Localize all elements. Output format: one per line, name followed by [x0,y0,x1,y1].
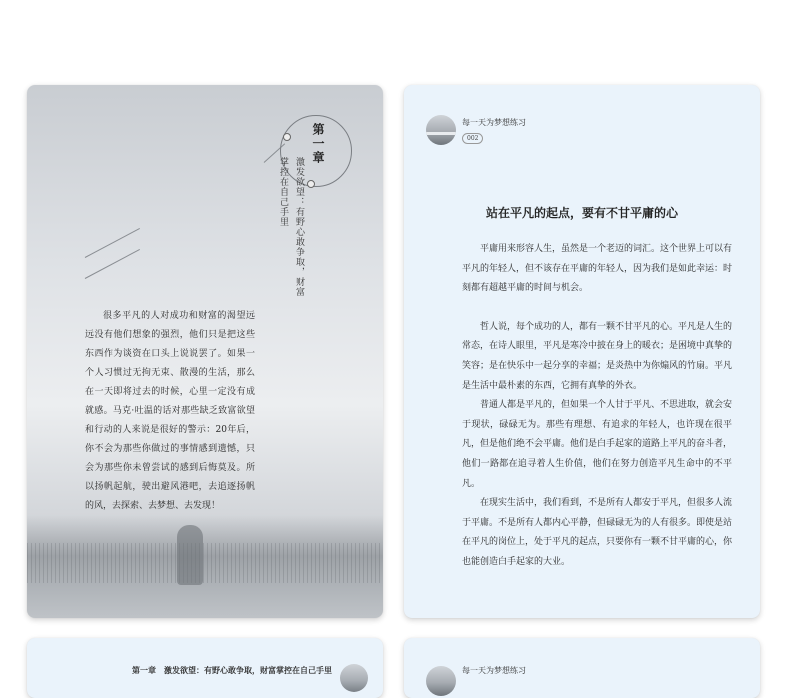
body-paragraph: 很多平凡的人对成功和财富的渴望远远没有他们想象的强烈，他们只是把这些东西作为谈资在口头上说说罢了。如果一个人习惯过无拘无束、散漫的生活，那么在一天即将过去的时候，心里一定没有成就感。马克·吐温的话对那些缺乏致富欲望和行动的人来说是很好的警示：20年后，你不会为那些你做过的事情感到遗憾，只会为那些你未曾尝试的感到后悔莫及。所以扬帆起航，驶出避风港吧，去追逐扬帆的风，去探索、去梦想、去发现！ [85,311,255,511]
series-title: 每一天为梦想练习 [462,118,526,127]
right-page [404,85,760,618]
chapter-title-line-2: 掌控在自己手里 [278,157,288,227]
decorative-dot [283,133,291,141]
left-page [27,85,383,618]
chapter-title-line-1: 激发欲望：有野心敢争取，财富 [294,157,304,297]
decorative-dot [307,180,315,188]
paragraph: 普通人都是平凡的，但如果一个人甘于平凡、不思进取，就会安于现状，碌碌无为。那些有理想、有追求的年轻人，也许现在很平凡，但是他们绝不会平庸。他们是白手起家的道路上平凡的奋斗者，他们一路都在追寻着人生价值，他们在努力创造平凡生命中的不平凡。 [462,400,733,489]
landscape-avatar-icon [426,666,456,696]
right-body-text [462,240,732,573]
series-title: 每一天为梦想练习 [462,666,526,675]
chapter-running-header: 第一章 激发欲望：有野心敢争取，财富掌控在自己手里 [132,665,332,675]
grass-image [27,543,383,583]
page-header [426,115,726,149]
bottom-right-page [404,638,760,698]
paragraph: 哲人说，每个成功的人，都有一颗不甘平凡的心。平凡是人生的常态，在诗人眼里，平凡是寒冷中披在身上的暖衣；是困境中真挚的笑容；是在快乐中一起分享的幸福；是炎热中为你煽风的竹扇。平凡是生活中最朴素的东西，它拥有真挚的外衣。 [462,321,733,391]
bottom-left-page [27,638,383,698]
paragraph: 在现实生活中，我们看到，不是所有人都安于平凡，但很多人流于平庸。不是所有人都内心平静，但碌碌无为的人有很多。即使是站在平凡的岗位上，处于平凡的起点，只要你有一颗不甘平庸的心，你也能创造白手起家的大业。 [462,498,733,567]
landscape-avatar-icon [340,664,368,692]
chapter-number: 第一章 [311,123,325,165]
page-number-badge: 002 [462,133,483,144]
runner-silhouette [177,525,203,585]
left-body-text [85,307,255,516]
article-title: 站在平凡的起点，要有不甘平庸的心 [485,206,678,220]
paragraph: 平庸用来形容人生，虽然是一个老迈的词汇。这个世界上可以有平凡的年轻人，但不该存在平庸的年轻人，因为我们是如此幸运：时刻都有超越平庸的时间与机会。 [462,244,733,294]
landscape-avatar-icon [426,115,456,145]
